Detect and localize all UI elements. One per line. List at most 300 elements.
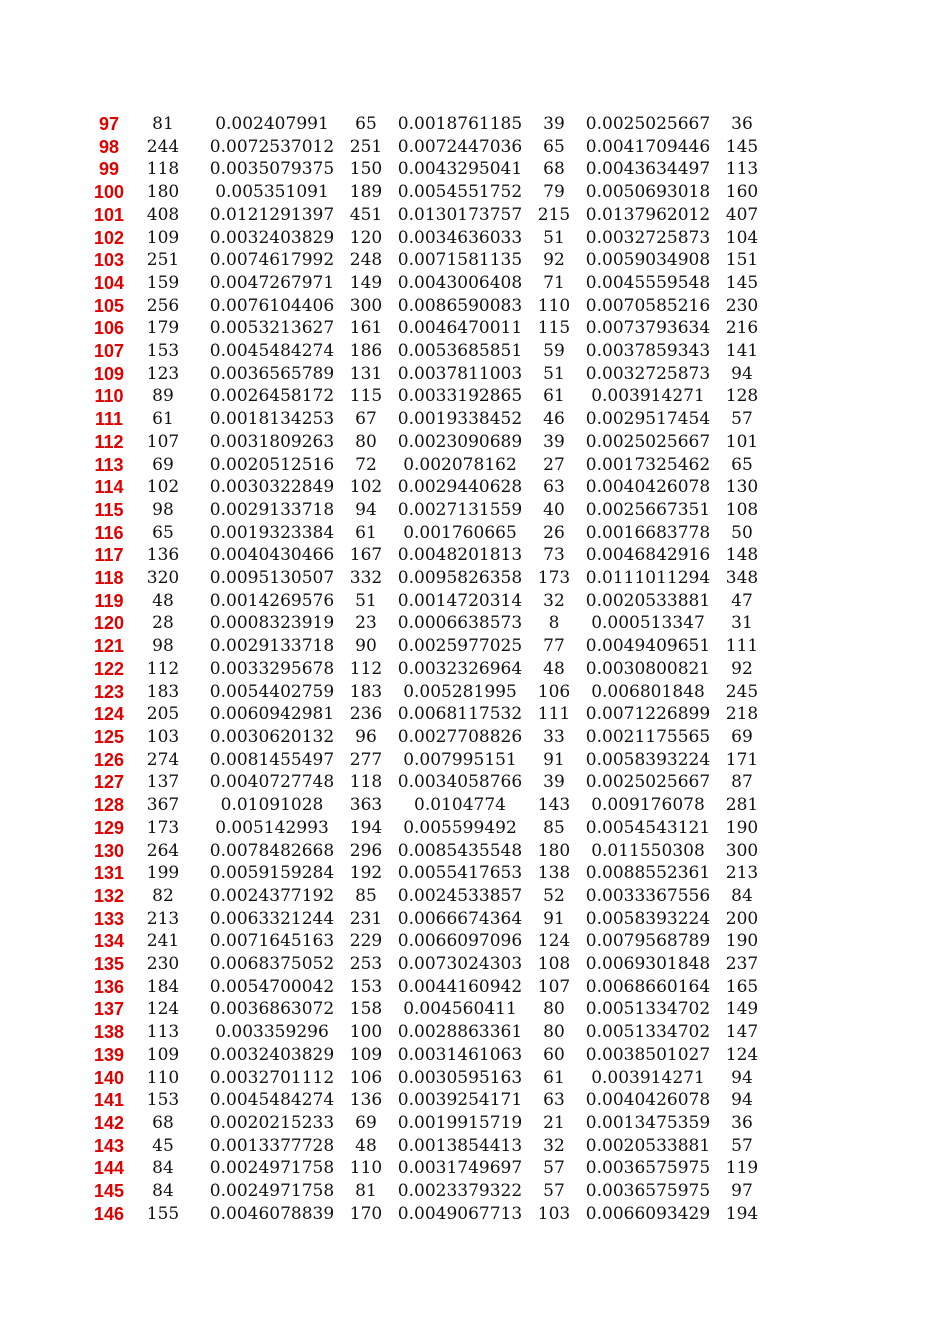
ratio-b-cell: 0.0085435548 — [397, 840, 523, 861]
table-row — [90, 476, 762, 499]
ratio-a-cell: 0.0013377728 — [209, 1135, 335, 1156]
ratio-a-cell: 0.0036863072 — [209, 999, 335, 1020]
table-row — [90, 885, 762, 908]
count-b-cell: 65 — [355, 114, 377, 134]
ratio-b-cell: 0.007995151 — [403, 749, 517, 770]
ratio-b-cell: 0.0054551752 — [397, 182, 523, 203]
ratio-c-cell: 0.0020533881 — [585, 1135, 711, 1156]
ratio-a-cell: 0.0032403829 — [209, 227, 335, 248]
count-c-cell: 110 — [537, 295, 571, 316]
count-d-cell: 113 — [725, 159, 759, 180]
table-row — [90, 749, 762, 772]
table-row — [90, 635, 762, 658]
row-id-cell: 120 — [93, 613, 125, 634]
ratio-a-cell: 0.0059159284 — [209, 863, 335, 884]
count-a-cell: 28 — [152, 613, 174, 634]
table-row — [90, 181, 762, 204]
ratio-b-cell: 0.0019915719 — [397, 1112, 523, 1133]
count-a-cell: 84 — [152, 1181, 174, 1202]
ratio-c-cell: 0.0032725873 — [585, 363, 711, 384]
ratio-c-cell: 0.0036575975 — [585, 1181, 711, 1202]
count-b-cell: 161 — [349, 318, 383, 339]
table-row — [90, 136, 762, 159]
count-b-cell: 115 — [349, 386, 383, 407]
ratio-a-cell: 0.0081455497 — [209, 749, 335, 770]
count-b-cell: 248 — [349, 250, 383, 271]
ratio-a-cell: 0.005142993 — [215, 817, 329, 838]
ratio-c-cell: 0.0058393224 — [585, 908, 711, 929]
count-b-cell: 106 — [349, 1067, 383, 1088]
count-b-cell: 61 — [355, 522, 377, 543]
table-row — [90, 317, 762, 340]
count-b-cell: 131 — [349, 363, 383, 384]
count-a-cell: 180 — [146, 182, 180, 203]
table-row — [90, 544, 762, 567]
count-d-cell: 218 — [725, 704, 759, 725]
ratio-c-cell: 0.0068660164 — [585, 976, 711, 997]
count-b-cell: 100 — [349, 1022, 383, 1043]
count-c-cell: 68 — [543, 159, 565, 180]
count-b-cell: 158 — [349, 999, 383, 1020]
row-id-cell: 115 — [94, 499, 124, 520]
count-d-cell: 94 — [731, 1090, 753, 1111]
ratio-c-cell: 0.0029517454 — [585, 409, 711, 430]
count-b-cell: 67 — [355, 409, 377, 430]
count-d-cell: 190 — [725, 931, 759, 952]
ratio-b-cell: 0.0086590083 — [397, 295, 523, 316]
ratio-a-cell: 0.0063321244 — [209, 908, 335, 929]
count-c-cell: 39 — [543, 772, 565, 793]
ratio-b-cell: 0.0013854413 — [397, 1135, 523, 1156]
ratio-c-cell: 0.0025025667 — [585, 772, 711, 793]
count-a-cell: 61 — [152, 409, 174, 430]
count-c-cell: 52 — [543, 885, 565, 906]
ratio-a-cell: 0.0046078839 — [209, 1203, 335, 1224]
row-id-cell: 113 — [94, 454, 124, 475]
ratio-c-cell: 0.0058393224 — [585, 749, 711, 770]
count-b-cell: 231 — [349, 908, 383, 929]
count-b-cell: 194 — [349, 817, 383, 838]
count-b-cell: 69 — [355, 1112, 377, 1133]
ratio-b-cell: 0.0072447036 — [397, 136, 523, 157]
row-id-cell: 106 — [93, 318, 125, 339]
table-row — [90, 567, 762, 590]
row-id-cell: 145 — [93, 1181, 125, 1202]
ratio-c-cell: 0.0070585216 — [585, 295, 711, 316]
row-id-cell: 129 — [93, 817, 125, 838]
count-b-cell: 149 — [349, 272, 383, 293]
count-c-cell: 124 — [537, 931, 571, 952]
row-id-cell: 133 — [93, 908, 125, 929]
count-d-cell: 141 — [725, 341, 759, 362]
count-b-cell: 253 — [349, 954, 383, 975]
ratio-a-cell: 0.0053213627 — [209, 318, 335, 339]
ratio-a-cell: 0.005351091 — [215, 182, 329, 203]
ratio-c-cell: 0.000513347 — [591, 613, 705, 634]
table-row — [90, 930, 762, 953]
ratio-c-cell: 0.0025025667 — [585, 431, 711, 452]
count-b-cell: 109 — [349, 1044, 383, 1065]
row-id-cell: 138 — [93, 1022, 125, 1043]
ratio-c-cell: 0.003914271 — [591, 1067, 705, 1088]
ratio-b-cell: 0.0068117532 — [397, 704, 523, 725]
ratio-b-cell: 0.0043295041 — [397, 159, 523, 180]
count-c-cell: 61 — [543, 386, 565, 407]
ratio-b-cell: 0.0073024303 — [397, 954, 523, 975]
count-a-cell: 103 — [146, 726, 180, 747]
count-c-cell: 63 — [543, 477, 565, 498]
count-c-cell: 8 — [548, 613, 560, 634]
count-a-cell: 84 — [152, 1158, 174, 1179]
ratio-b-cell: 0.0014720314 — [397, 590, 523, 611]
row-id-cell: 132 — [93, 885, 125, 906]
row-id-cell: 131 — [93, 863, 125, 884]
count-b-cell: 363 — [349, 795, 383, 816]
count-c-cell: 111 — [537, 704, 571, 725]
row-id-cell: 128 — [93, 795, 125, 816]
table-row — [90, 908, 762, 931]
ratio-c-cell: 0.0071226899 — [585, 704, 711, 725]
count-c-cell: 71 — [543, 272, 565, 293]
count-d-cell: 97 — [731, 1181, 753, 1202]
ratio-c-cell: 0.0020533881 — [585, 590, 711, 611]
ratio-b-cell: 0.0104774 — [414, 795, 506, 816]
table-row — [90, 272, 762, 295]
ratio-b-cell: 0.0032326964 — [397, 658, 523, 679]
ratio-c-cell: 0.003914271 — [591, 386, 705, 407]
ratio-b-cell: 0.0049067713 — [397, 1203, 523, 1224]
row-id-cell: 123 — [93, 681, 125, 702]
count-b-cell: 183 — [349, 681, 383, 702]
ratio-b-cell: 0.0095826358 — [397, 568, 523, 589]
ratio-a-cell: 0.0018134253 — [209, 409, 335, 430]
count-c-cell: 107 — [537, 976, 571, 997]
ratio-c-cell: 0.0073793634 — [585, 318, 711, 339]
count-a-cell: 179 — [146, 318, 180, 339]
ratio-c-cell: 0.0025025667 — [585, 114, 711, 134]
count-d-cell: 36 — [731, 114, 753, 134]
count-d-cell: 213 — [725, 863, 759, 884]
ratio-c-cell: 0.0059034908 — [585, 250, 711, 271]
ratio-a-cell: 0.0026458172 — [209, 386, 335, 407]
table-row — [90, 408, 762, 431]
ratio-c-cell: 0.0051334702 — [585, 1022, 711, 1043]
count-d-cell: 245 — [725, 681, 759, 702]
count-a-cell: 183 — [146, 681, 180, 702]
count-a-cell: 68 — [152, 1112, 174, 1133]
count-a-cell: 98 — [152, 499, 174, 520]
row-id-cell: 124 — [93, 704, 125, 725]
count-d-cell: 124 — [725, 1044, 759, 1065]
count-c-cell: 51 — [543, 227, 565, 248]
ratio-a-cell: 0.0054402759 — [209, 681, 335, 702]
table-row — [90, 1112, 762, 1135]
ratio-b-cell: 0.0031749697 — [397, 1158, 523, 1179]
ratio-a-cell: 0.0121291397 — [209, 204, 335, 225]
count-d-cell: 31 — [731, 613, 753, 634]
count-c-cell: 26 — [543, 522, 565, 543]
row-id-cell: 109 — [93, 363, 125, 384]
row-id-cell: 114 — [94, 477, 124, 498]
count-a-cell: 65 — [152, 522, 174, 543]
ratio-b-cell: 0.0053685851 — [397, 341, 523, 362]
table-row — [90, 1021, 762, 1044]
count-d-cell: 190 — [725, 817, 759, 838]
ratio-c-cell: 0.0049409651 — [585, 636, 711, 657]
count-b-cell: 72 — [355, 454, 377, 475]
count-a-cell: 205 — [146, 704, 180, 725]
ratio-a-cell: 0.0076104406 — [209, 295, 335, 316]
ratio-c-cell: 0.0111011294 — [585, 568, 711, 589]
count-b-cell: 192 — [349, 863, 383, 884]
ratio-c-cell: 0.0045559548 — [585, 272, 711, 293]
table-row — [90, 431, 762, 454]
row-id-cell: 107 — [93, 341, 125, 362]
ratio-b-cell: 0.004560411 — [403, 999, 517, 1020]
count-b-cell: 300 — [349, 295, 383, 316]
count-a-cell: 367 — [146, 795, 180, 816]
count-c-cell: 27 — [543, 454, 565, 475]
table-row — [90, 681, 762, 704]
count-a-cell: 408 — [146, 204, 180, 225]
count-a-cell: 213 — [146, 908, 180, 929]
ratio-a-cell: 0.0019323384 — [209, 522, 335, 543]
ratio-b-cell: 0.0006638573 — [397, 613, 523, 634]
ratio-c-cell: 0.0025667351 — [585, 499, 711, 520]
ratio-a-cell: 0.0060942981 — [209, 704, 335, 725]
count-b-cell: 170 — [349, 1203, 383, 1224]
ratio-b-cell: 0.002078162 — [403, 454, 517, 475]
ratio-c-cell: 0.0137962012 — [585, 204, 711, 225]
ratio-c-cell: 0.0066093429 — [585, 1203, 711, 1224]
count-d-cell: 130 — [725, 477, 759, 498]
count-b-cell: 110 — [349, 1158, 383, 1179]
ratio-a-cell: 0.0040430466 — [209, 545, 335, 566]
count-a-cell: 82 — [152, 885, 174, 906]
row-id-cell: 99 — [98, 159, 120, 180]
row-id-cell: 135 — [93, 954, 125, 975]
count-b-cell: 85 — [355, 885, 377, 906]
table-row — [90, 794, 762, 817]
count-b-cell: 167 — [349, 545, 383, 566]
count-d-cell: 160 — [725, 182, 759, 203]
ratio-a-cell: 0.0020215233 — [209, 1112, 335, 1133]
count-d-cell: 230 — [725, 295, 759, 316]
data-table — [90, 113, 762, 1225]
ratio-b-cell: 0.0048201813 — [397, 545, 523, 566]
count-c-cell: 48 — [543, 658, 565, 679]
ratio-b-cell: 0.0034636033 — [397, 227, 523, 248]
count-b-cell: 150 — [349, 159, 383, 180]
count-d-cell: 47 — [731, 590, 753, 611]
ratio-c-cell: 0.0016683778 — [585, 522, 711, 543]
row-id-cell: 100 — [93, 182, 125, 203]
count-d-cell: 407 — [725, 204, 759, 225]
count-a-cell: 110 — [146, 1067, 180, 1088]
table-row — [90, 385, 762, 408]
count-a-cell: 320 — [146, 568, 180, 589]
table-row — [90, 612, 762, 635]
table-row — [90, 1203, 762, 1226]
count-c-cell: 91 — [543, 749, 565, 770]
table-row — [90, 976, 762, 999]
ratio-a-cell: 0.0047267971 — [209, 272, 335, 293]
row-id-cell: 110 — [94, 386, 124, 407]
row-id-cell: 97 — [98, 114, 120, 134]
ratio-c-cell: 0.0079568789 — [585, 931, 711, 952]
row-id-cell: 136 — [93, 976, 125, 997]
count-d-cell: 57 — [731, 409, 753, 430]
count-d-cell: 111 — [725, 636, 759, 657]
count-d-cell: 149 — [725, 999, 759, 1020]
count-d-cell: 148 — [725, 545, 759, 566]
count-b-cell: 296 — [349, 840, 383, 861]
row-id-cell: 134 — [93, 931, 125, 952]
ratio-b-cell: 0.0030595163 — [397, 1067, 523, 1088]
count-b-cell: 112 — [349, 658, 383, 679]
ratio-b-cell: 0.0071581135 — [397, 250, 523, 271]
row-id-cell: 127 — [93, 772, 125, 793]
count-d-cell: 200 — [725, 908, 759, 929]
ratio-b-cell: 0.0034058766 — [397, 772, 523, 793]
count-c-cell: 103 — [537, 1203, 571, 1224]
ratio-c-cell: 0.0021175565 — [585, 726, 711, 747]
ratio-b-cell: 0.0031461063 — [397, 1044, 523, 1065]
ratio-a-cell: 0.0071645163 — [209, 931, 335, 952]
count-a-cell: 89 — [152, 386, 174, 407]
count-b-cell: 136 — [349, 1090, 383, 1111]
count-d-cell: 147 — [725, 1022, 759, 1043]
count-b-cell: 120 — [349, 227, 383, 248]
ratio-a-cell: 0.0045484274 — [209, 1090, 335, 1111]
ratio-a-cell: 0.0045484274 — [209, 341, 335, 362]
count-a-cell: 48 — [152, 590, 174, 611]
count-b-cell: 332 — [349, 568, 383, 589]
ratio-a-cell: 0.0024971758 — [209, 1158, 335, 1179]
ratio-a-cell: 0.0068375052 — [209, 954, 335, 975]
count-c-cell: 46 — [543, 409, 565, 430]
ratio-b-cell: 0.0055417653 — [397, 863, 523, 884]
count-a-cell: 118 — [146, 159, 180, 180]
row-id-cell: 117 — [94, 545, 124, 566]
table-row — [90, 1180, 762, 1203]
count-d-cell: 104 — [725, 227, 759, 248]
count-c-cell: 32 — [543, 1135, 565, 1156]
ratio-a-cell: 0.0033295678 — [209, 658, 335, 679]
ratio-a-cell: 0.0008323919 — [209, 613, 335, 634]
table-row — [90, 1067, 762, 1090]
table-row — [90, 703, 762, 726]
row-id-cell: 119 — [94, 590, 124, 611]
ratio-a-cell: 0.0029133718 — [209, 499, 335, 520]
ratio-a-cell: 0.0030620132 — [209, 726, 335, 747]
ratio-c-cell: 0.0032725873 — [585, 227, 711, 248]
table-row — [90, 771, 762, 794]
ratio-b-cell: 0.0046470011 — [397, 318, 523, 339]
ratio-b-cell: 0.0037811003 — [397, 363, 523, 384]
ratio-a-cell: 0.0032701112 — [209, 1067, 335, 1088]
count-c-cell: 215 — [537, 204, 571, 225]
ratio-b-cell: 0.0029440628 — [397, 477, 523, 498]
count-c-cell: 57 — [543, 1181, 565, 1202]
count-c-cell: 77 — [543, 636, 565, 657]
ratio-a-cell: 0.002407991 — [215, 114, 329, 134]
table-row — [90, 840, 762, 863]
table-row — [90, 726, 762, 749]
count-b-cell: 229 — [349, 931, 383, 952]
count-a-cell: 113 — [146, 1022, 180, 1043]
ratio-c-cell: 0.0013475359 — [585, 1112, 711, 1133]
table-row — [90, 295, 762, 318]
count-b-cell: 94 — [355, 499, 377, 520]
table-row — [90, 658, 762, 681]
count-d-cell: 69 — [731, 726, 753, 747]
table-row — [90, 158, 762, 181]
row-id-cell: 142 — [93, 1112, 125, 1133]
ratio-b-cell: 0.0043006408 — [397, 272, 523, 293]
count-a-cell: 251 — [146, 250, 180, 271]
ratio-c-cell: 0.0054543121 — [585, 817, 711, 838]
count-d-cell: 87 — [731, 772, 753, 793]
ratio-b-cell: 0.001760665 — [403, 522, 517, 543]
count-a-cell: 69 — [152, 454, 174, 475]
row-id-cell: 143 — [93, 1135, 125, 1156]
count-a-cell: 81 — [152, 114, 174, 134]
count-c-cell: 143 — [537, 795, 571, 816]
count-c-cell: 65 — [543, 136, 565, 157]
count-c-cell: 73 — [543, 545, 565, 566]
ratio-b-cell: 0.0066674364 — [397, 908, 523, 929]
count-a-cell: 256 — [146, 295, 180, 316]
ratio-a-cell: 0.0024971758 — [209, 1181, 335, 1202]
ratio-b-cell: 0.0025977025 — [397, 636, 523, 657]
count-b-cell: 236 — [349, 704, 383, 725]
count-c-cell: 115 — [537, 318, 571, 339]
ratio-c-cell: 0.009176078 — [591, 795, 705, 816]
count-b-cell: 80 — [355, 431, 377, 452]
count-a-cell: 230 — [146, 954, 180, 975]
count-b-cell: 189 — [349, 182, 383, 203]
row-id-cell: 146 — [93, 1203, 125, 1224]
count-b-cell: 277 — [349, 749, 383, 770]
count-c-cell: 80 — [543, 999, 565, 1020]
count-c-cell: 33 — [543, 726, 565, 747]
ratio-a-cell: 0.0036565789 — [209, 363, 335, 384]
ratio-a-cell: 0.0072537012 — [209, 136, 335, 157]
ratio-c-cell: 0.0050693018 — [585, 182, 711, 203]
ratio-b-cell: 0.0018761185 — [397, 114, 523, 134]
ratio-b-cell: 0.0044160942 — [397, 976, 523, 997]
count-c-cell: 60 — [543, 1044, 565, 1065]
ratio-a-cell: 0.0029133718 — [209, 636, 335, 657]
ratio-c-cell: 0.0038501027 — [585, 1044, 711, 1065]
count-c-cell: 92 — [543, 250, 565, 271]
row-id-cell: 112 — [94, 431, 124, 452]
table-row — [90, 522, 762, 545]
row-id-cell: 121 — [93, 636, 125, 657]
table-row — [90, 590, 762, 613]
ratio-c-cell: 0.0017325462 — [585, 454, 711, 475]
ratio-c-cell: 0.0040426078 — [585, 477, 711, 498]
ratio-b-cell: 0.0023379322 — [397, 1181, 523, 1202]
count-c-cell: 59 — [543, 341, 565, 362]
ratio-b-cell: 0.0023090689 — [397, 431, 523, 452]
ratio-c-cell: 0.0046842916 — [585, 545, 711, 566]
count-c-cell: 108 — [537, 954, 571, 975]
table-body — [90, 113, 762, 1225]
count-c-cell: 32 — [543, 590, 565, 611]
table-row — [90, 1135, 762, 1158]
